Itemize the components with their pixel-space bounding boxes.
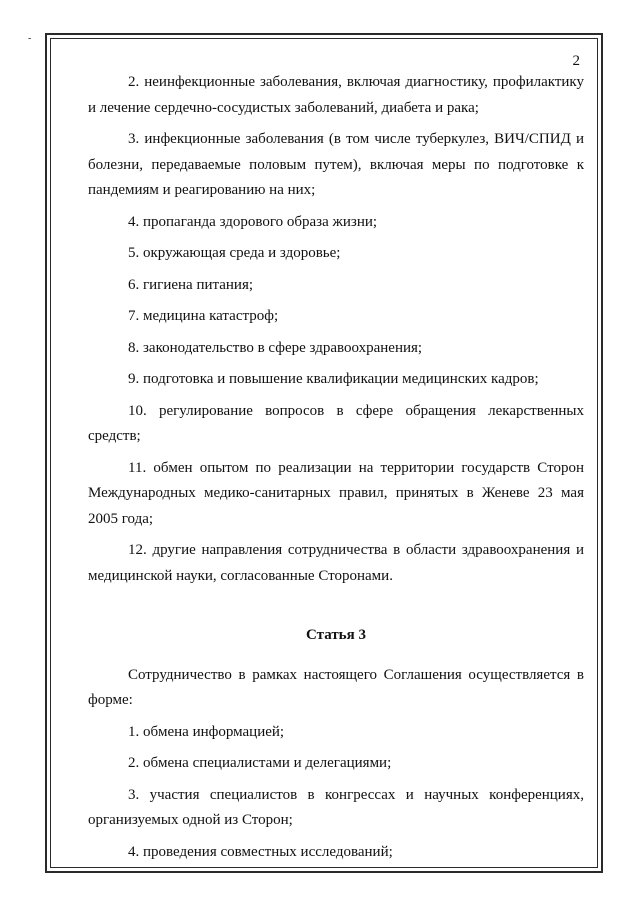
list-item: 11. обмен опытом по реализации на территории государств Сторон Международных медико-санитарных правил, принятых в Женеве 23 мая 2005 года;	[88, 459, 584, 527]
list-item: 2. неинфекционные заболевания, включая диагностику, профилактику и лечение сердечно-сосудистых заболеваний, диабета и рака;	[88, 74, 584, 116]
list-item: 12. другие направления сотрудничества в области здравоохранения и медицинской науки, согласованные Сторонами.	[88, 542, 584, 584]
list-item: 2. обмена специалистами и делегациями;	[128, 755, 392, 771]
list-item: 3. участия специалистов в конгрессах и научных конференциях, организуемых одной из Сторон;	[88, 786, 584, 828]
list-item: 10. регулирование вопросов в сфере обращения лекарственных средств;	[88, 402, 584, 444]
list-item: 8. законодательство в сфере здравоохранения;	[128, 339, 423, 356]
list-item: 7. медицина катастроф;	[128, 308, 279, 324]
page-number: 2	[572, 53, 580, 69]
corner-mark: -	[28, 33, 32, 44]
document-body	[88, 70, 584, 871]
list-item: 4. проведения совместных исследований;	[128, 843, 393, 860]
list-item: 6. гигиена питания;	[128, 276, 254, 293]
list-item: 3. инфекционные заболевания (в том числе туберкулез, ВИЧ/СПИД и болезни, передаваемые половым путем), включая меры по подготовке к пандемиям и реагированию на них;	[88, 131, 584, 198]
list-item: 4. пропаганда здорового образа жизни;	[128, 213, 378, 230]
list-item: 9. подготовка и повышение квалификации медицинских кадров;	[128, 371, 539, 387]
list-item: 1. обмена информацией;	[128, 723, 285, 740]
article-intro: Сотрудничество в рамках настоящего Соглашения осуществляется в форме:	[88, 666, 584, 708]
list-item: 5. окружающая среда и здоровье;	[128, 245, 341, 261]
article-heading: Статья 3	[306, 627, 366, 643]
